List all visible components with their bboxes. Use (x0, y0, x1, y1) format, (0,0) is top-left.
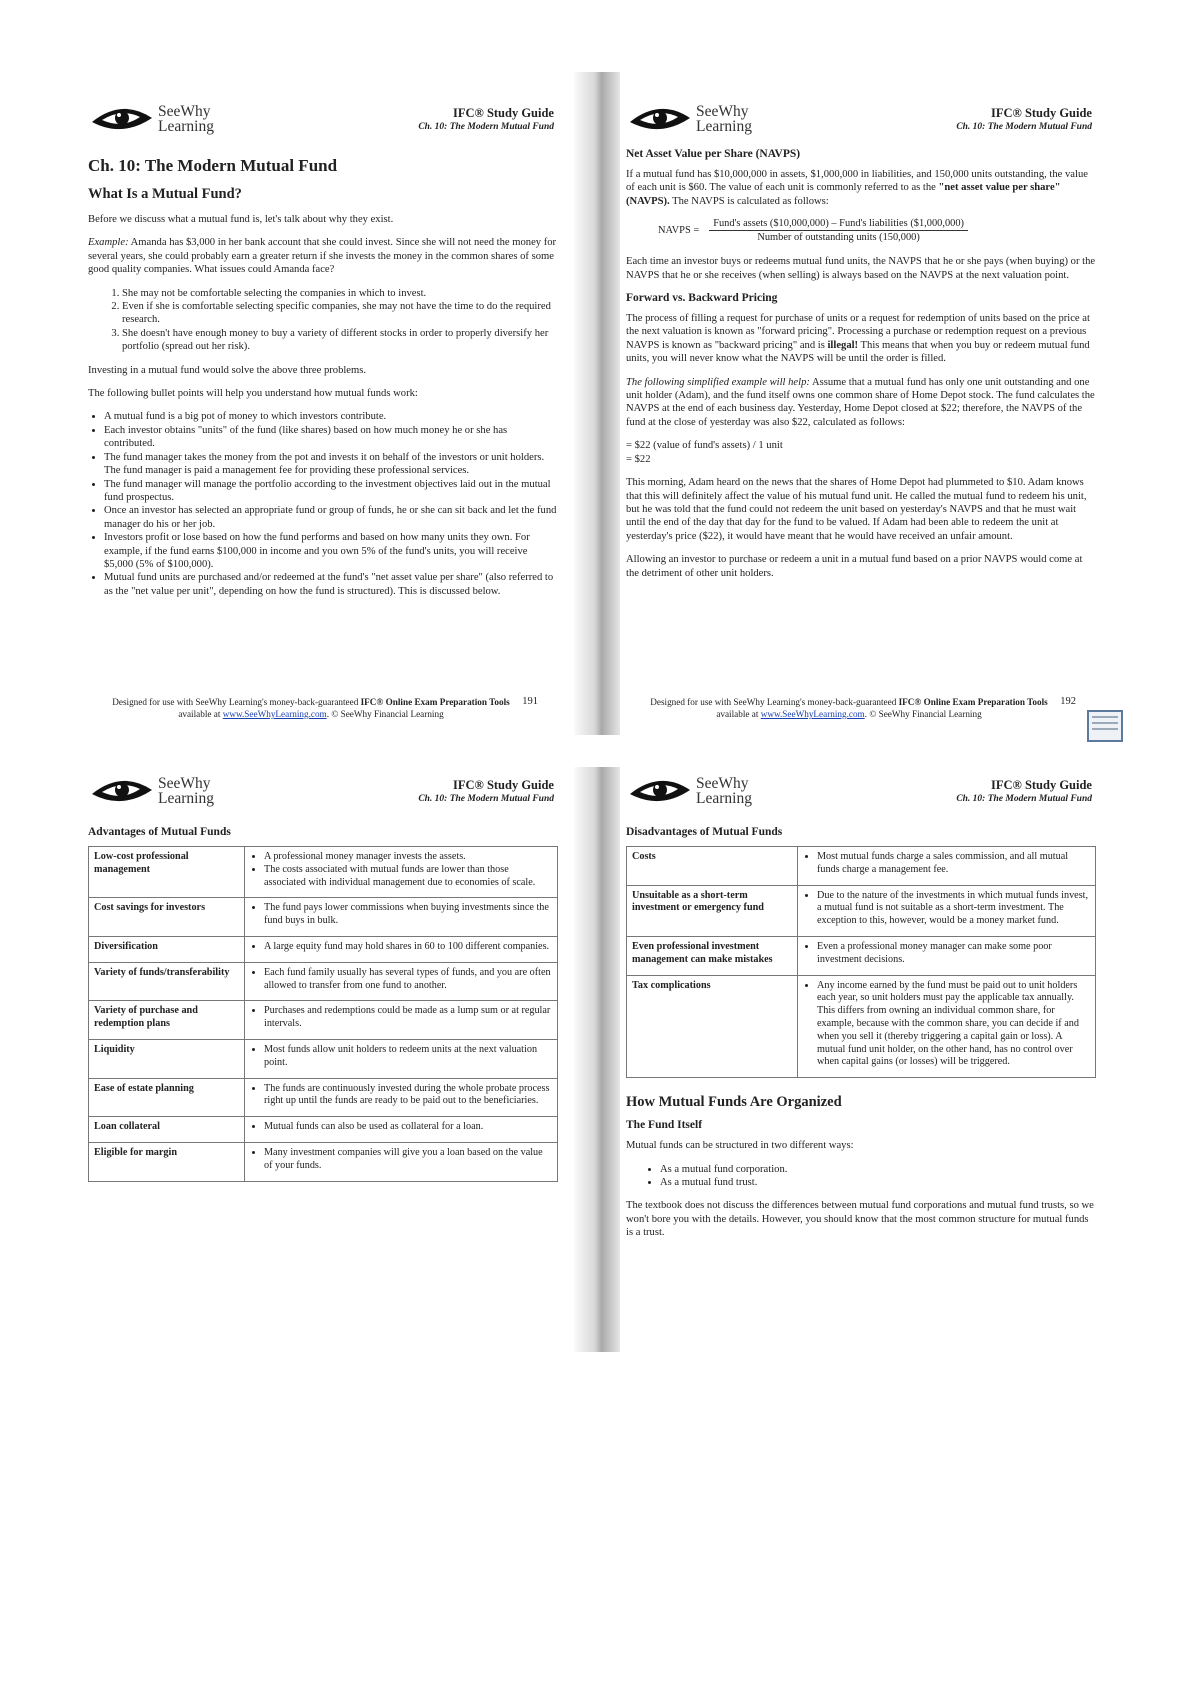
footer-mid: available at (716, 709, 761, 719)
chapter-title: Ch. 10: The Modern Mutual Fund (88, 156, 338, 175)
list-item: • The fund manager will manage the portfolio according to the investment objectives laid out in the mutual fund prospectus. (104, 478, 558, 505)
forward-paragraph-2 (626, 376, 1096, 430)
disadvantages-title: Disadvantages of Mutual Funds (626, 826, 783, 838)
navps-paragraph-1 (626, 168, 1096, 208)
fund-itself-title: The Fund Itself (626, 1119, 703, 1132)
table-key: Variety of purchase and redemption plans (89, 1001, 245, 1040)
example-intro: The following simplified example will help: (626, 376, 810, 388)
list-item: • The fund manager takes the money from the pot and invests it on behalf of the investors or unit holders. The fund manager is paid a management fee for providing these professional services. (104, 451, 558, 478)
footer-link[interactable]: www.SeeWhyLearning.com (222, 709, 327, 719)
seewhy-logo (626, 102, 752, 136)
table-value (245, 1078, 558, 1117)
table-key: Variety of funds/transferability (89, 962, 245, 1001)
table-row (89, 1078, 558, 1117)
list-item: • A professional money manager invests the assets. (264, 851, 552, 864)
eye-logo-icon (88, 774, 156, 808)
page-thumbnail-icon[interactable] (1087, 710, 1123, 742)
structure-list (626, 1163, 1096, 1190)
bullets-intro: The following bullet points will help you understand how mutual funds work: (88, 388, 418, 400)
table-key: Costs (627, 847, 798, 886)
list-item: • The costs associated with mutual funds are lower than those associated with individual management due to economies of scale. (264, 864, 552, 890)
how-funds-work-list (88, 410, 558, 598)
table-value (798, 847, 1096, 886)
guide-subtitle: Ch. 10: The Modern Mutual Fund (418, 122, 554, 132)
table-row (89, 898, 558, 937)
list-item: • The fund pays lower commissions when buying investments since the fund buys in bulk. (264, 902, 552, 928)
navps-text-a: If a mutual fund has $10,000,000 in assets, $1,000,000 in liabilities, and 150,000 units outstanding, the value of each unit is $60. The value of each unit is commonly referred to as the (626, 169, 1088, 194)
navps-formula (658, 218, 1096, 243)
list-item: • As a mutual fund trust. (660, 1176, 1096, 1189)
logo-line2: Learning (696, 118, 752, 135)
list-item: 2. Even if she is comfortable selecting specific companies, she may not have the time to do the required research. (122, 300, 558, 327)
list-item: • Purchases and redemptions could be made as a lump sum or at regular intervals. (264, 1005, 552, 1031)
guide-title: IFC® Study Guide (990, 106, 1092, 120)
navps-paragraph-2: Each time an investor buys or redeems mutual fund units, the NAVPS that he or she pays (when buying) or the NAVPS that he or she receives (when selling) is always based on the NAVPS at the next valuation point. (626, 256, 1096, 281)
table-row (627, 885, 1096, 936)
table-key: Low-cost professional management (89, 847, 245, 898)
table-key: Liquidity (89, 1039, 245, 1078)
footer-product: IFC® Online Exam Preparation Tools (360, 697, 510, 707)
table-value (798, 975, 1096, 1078)
solve-paragraph: Investing in a mutual fund would solve the above three problems. (88, 364, 367, 376)
guide-subtitle: Ch. 10: The Modern Mutual Fund (418, 794, 554, 804)
illegal-term: illegal! (827, 339, 859, 351)
equation-line-2: = $22 (626, 453, 651, 465)
footer-post: . © SeeWhy Financial Learning (864, 709, 982, 719)
list-item: • Due to the nature of the investments in which mutual funds invest, a mutual fund is not suitable as a short-term investment. The exception to this, however, would be a money market fund. (817, 890, 1090, 928)
table-row (89, 936, 558, 962)
page-header (88, 100, 558, 142)
list-item: • Mutual funds can also be used as collateral for a loan. (264, 1121, 552, 1134)
list-item: • Most mutual funds charge a sales commission, and all mutual funds charge a management fee. (817, 851, 1090, 877)
advantages-title: Advantages of Mutual Funds (88, 826, 231, 838)
list-item: • A mutual fund is a big pot of money to which investors contribute. (104, 410, 558, 423)
logo-line2: Learning (696, 790, 752, 807)
list-item: • The funds are continuously invested during the whole probate process right up until the funds are ready to be paid out to the beneficiaries. (264, 1083, 552, 1109)
organized-title: How Mutual Funds Are Organized (626, 1094, 842, 1111)
table-key: Even professional investment management can make mistakes (627, 936, 798, 975)
forward-paragraph-4: Allowing an investor to purchase or redeem a unit in a mutual fund based on a prior NAVPS would come at the detriment of other unit holders. (626, 554, 1083, 579)
logo-line1: SeeWhy (158, 103, 211, 120)
fwd-text-b: Assume that a mutual fund has only one unit outstanding and one unit holder (Adam), and the fund itself owns one common share of Home Depot stock. The fund calculates the NAVPS at the end of each business day. Yesterday, Home Depot closed at $22; therefore, the NAVPS of the fund at the close of yesterday was also $22, calculated as follows: (626, 376, 1095, 428)
list-item: • As a mutual fund corporation. (660, 1163, 1096, 1176)
table-value (798, 885, 1096, 936)
table-row (89, 1039, 558, 1078)
page-number: 192 (1060, 696, 1076, 707)
forward-paragraph-1 (626, 312, 1096, 366)
list-item: • Most funds allow unit holders to redeem units at the next valuation point. (264, 1044, 552, 1070)
seewhy-logo (88, 774, 214, 808)
list-item: • Once an investor has selected an appropriate fund or group of funds, he or she can sit back and let the fund manager do his or her job. (104, 504, 558, 531)
logo-line1: SeeWhy (696, 775, 749, 792)
formula-numerator: Fund's assets ($10,000,000) – Fund's liabilities ($1,000,000) (709, 218, 968, 231)
formula-lhs: NAVPS = (658, 225, 700, 237)
seewhy-logo (626, 774, 752, 808)
seewhy-logo (88, 102, 214, 136)
guide-title: IFC® Study Guide (990, 778, 1092, 792)
table-value (245, 962, 558, 1001)
logo-line2: Learning (158, 118, 214, 135)
navps-term: "net asset value per share" (NAVPS). (626, 182, 1061, 207)
table-value (245, 1117, 558, 1143)
list-item: 3. She doesn't have enough money to buy a variety of different stocks in order to properly diversify her portfolio (spread out her risk). (122, 327, 558, 354)
eye-logo-icon (626, 102, 694, 136)
table-value (798, 936, 1096, 975)
example-label: Example: (88, 237, 129, 249)
table-key: Loan collateral (89, 1117, 245, 1143)
table-row (89, 962, 558, 1001)
guide-subtitle: Ch. 10: The Modern Mutual Fund (956, 794, 1092, 804)
example-paragraph (88, 236, 558, 276)
page-192 (626, 100, 1096, 730)
table-value (245, 847, 558, 898)
section-title: What Is a Mutual Fund? (88, 186, 242, 202)
forward-paragraph-3: This morning, Adam heard on the news that the shares of Home Depot had plummeted to $10. Adam knows that this will definitely affect the value of his mutual fund unit. He called the mutual fund to redeem his unit, but he was told that the fund could not redeem the unit based on yesterday's NAVPS and that he must wait until the end of the day that day for the fund to be valued. If Adam had been able to redeem the unit at yesterday's price ($22), it would have meant that he would have received an unfair amount. (626, 477, 1087, 542)
table-row (627, 847, 1096, 886)
list-item: • Investors profit or lose based on how the fund performs and based on how many units they own. For example, if the fund earns $100,000 in income and you own 5% of the fund's units, you will receive $5,000 (5% of $100,000). (104, 531, 558, 571)
table-value (245, 1142, 558, 1181)
table-row (627, 975, 1096, 1078)
list-item: • A large equity fund may hold shares in 60 to 100 different companies. (264, 941, 552, 954)
table-row (89, 1001, 558, 1040)
table-value (245, 936, 558, 962)
structure-intro: Mutual funds can be structured in two different ways: (626, 1140, 854, 1152)
table-value (245, 1039, 558, 1078)
table-key: Tax complications (627, 975, 798, 1078)
table-key: Eligible for margin (89, 1142, 245, 1181)
table-key: Cost savings for investors (89, 898, 245, 937)
list-item: • Each investor obtains "units" of the fund (like shares) based on how much money he or she has contributed. (104, 424, 558, 451)
closing-paragraph: The textbook does not discuss the differences between mutual fund corporations and mutual fund trusts, so we won't bore you with the details. However, you should know that the most common structure for mutual funds is a trust. (626, 1200, 1094, 1239)
logo-line1: SeeWhy (158, 775, 211, 792)
list-item: • Many investment companies will give you a loan based on the value of your funds. (264, 1147, 552, 1173)
footer-pre: Designed for use with SeeWhy Learning's money-back-guaranteed (112, 697, 361, 707)
table-value (245, 898, 558, 937)
advantages-table (88, 846, 558, 1182)
list-item: • Mutual fund units are purchased and/or redeemed at the fund's "net asset value per share" (also referred to as the "net value per unit", depending on how the fund is structured). This is discussed below. (104, 571, 558, 598)
page-191 (88, 100, 558, 730)
page-disadvantages (626, 772, 1096, 1362)
table-row (89, 847, 558, 898)
footer-link[interactable]: www.SeeWhyLearning.com (760, 709, 865, 719)
list-item: 1. She may not be comfortable selecting the companies in which to invest. (122, 287, 558, 300)
page-footer (88, 696, 558, 720)
formula-denominator: Number of outstanding units (150,000) (757, 232, 920, 244)
table-key: Diversification (89, 936, 245, 962)
table-key: Unsuitable as a short-term investment or emergency fund (627, 885, 798, 936)
page-number: 191 (522, 696, 538, 707)
eye-logo-icon (88, 102, 156, 136)
table-key: Ease of estate planning (89, 1078, 245, 1117)
fwd-text-a: The process of filling a request for purchase of units or a request for redemption of units based on the price at the next valuation is known as "forward pricing". Processing a purchase or redemption request on a previous NAVPS is known as "backward pricing" and is (626, 313, 1090, 351)
page-header (626, 772, 1096, 814)
table-row (89, 1117, 558, 1143)
navps-title: Net Asset Value per Share (NAVPS) (626, 148, 801, 160)
equation-line-1: = $22 (value of fund's assets) / 1 unit (626, 440, 783, 452)
page-header (88, 772, 558, 814)
book-spine-shadow (574, 72, 620, 1352)
fwd-text-c: This means that when you buy or redeem mutual fund units, you will never know what the NAVPS will be until the order is filled. (626, 339, 1090, 365)
intro-paragraph: Before we discuss what a mutual fund is, let's talk about why they exist. (88, 214, 394, 225)
page-advantages (88, 772, 558, 1302)
footer-post: . © SeeWhy Financial Learning (326, 709, 444, 719)
list-item: • Each fund family usually has several types of funds, and you are often allowed to transfer from one fund to another. (264, 967, 552, 993)
eye-logo-icon (626, 774, 694, 808)
footer-product: IFC® Online Exam Preparation Tools (898, 697, 1048, 707)
list-item: • Any income earned by the fund must be paid out to unit holders each year, so unit holders must pay the applicable tax annually. This differs from owning an individual common share, for example, because with the common share, you can decide if and when you sell it (thereby triggering a capital gain or loss). A mutual fund unit holder, on the other hand, has no control over when capital gains (or losses) will be triggered. (817, 980, 1090, 1070)
table-row (627, 936, 1096, 975)
example-text: Amanda has $3,000 in her bank account that she could invest. Since she will not need the money for several years, she could probably earn a greater return if she invests the money in the common shares of some good quality companies. What issues could Amanda face? (88, 237, 557, 276)
forward-pricing-title: Forward vs. Backward Pricing (626, 292, 778, 305)
footer-mid: available at (178, 709, 223, 719)
table-row (89, 1142, 558, 1181)
page-footer (626, 696, 1096, 720)
guide-title: IFC® Study Guide (452, 106, 554, 120)
issues-list (88, 287, 558, 354)
logo-line2: Learning (158, 790, 214, 807)
guide-subtitle: Ch. 10: The Modern Mutual Fund (956, 122, 1092, 132)
logo-line1: SeeWhy (696, 103, 749, 120)
spread-gap (560, 735, 630, 767)
page-header (626, 100, 1096, 142)
disadvantages-table (626, 846, 1096, 1078)
footer-pre: Designed for use with SeeWhy Learning's money-back-guaranteed (650, 697, 899, 707)
guide-title: IFC® Study Guide (452, 778, 554, 792)
list-item: • Even a professional money manager can make some poor investment decisions. (817, 941, 1090, 967)
navps-text-c: The NAVPS is calculated as follows: (669, 195, 829, 207)
table-value (245, 1001, 558, 1040)
